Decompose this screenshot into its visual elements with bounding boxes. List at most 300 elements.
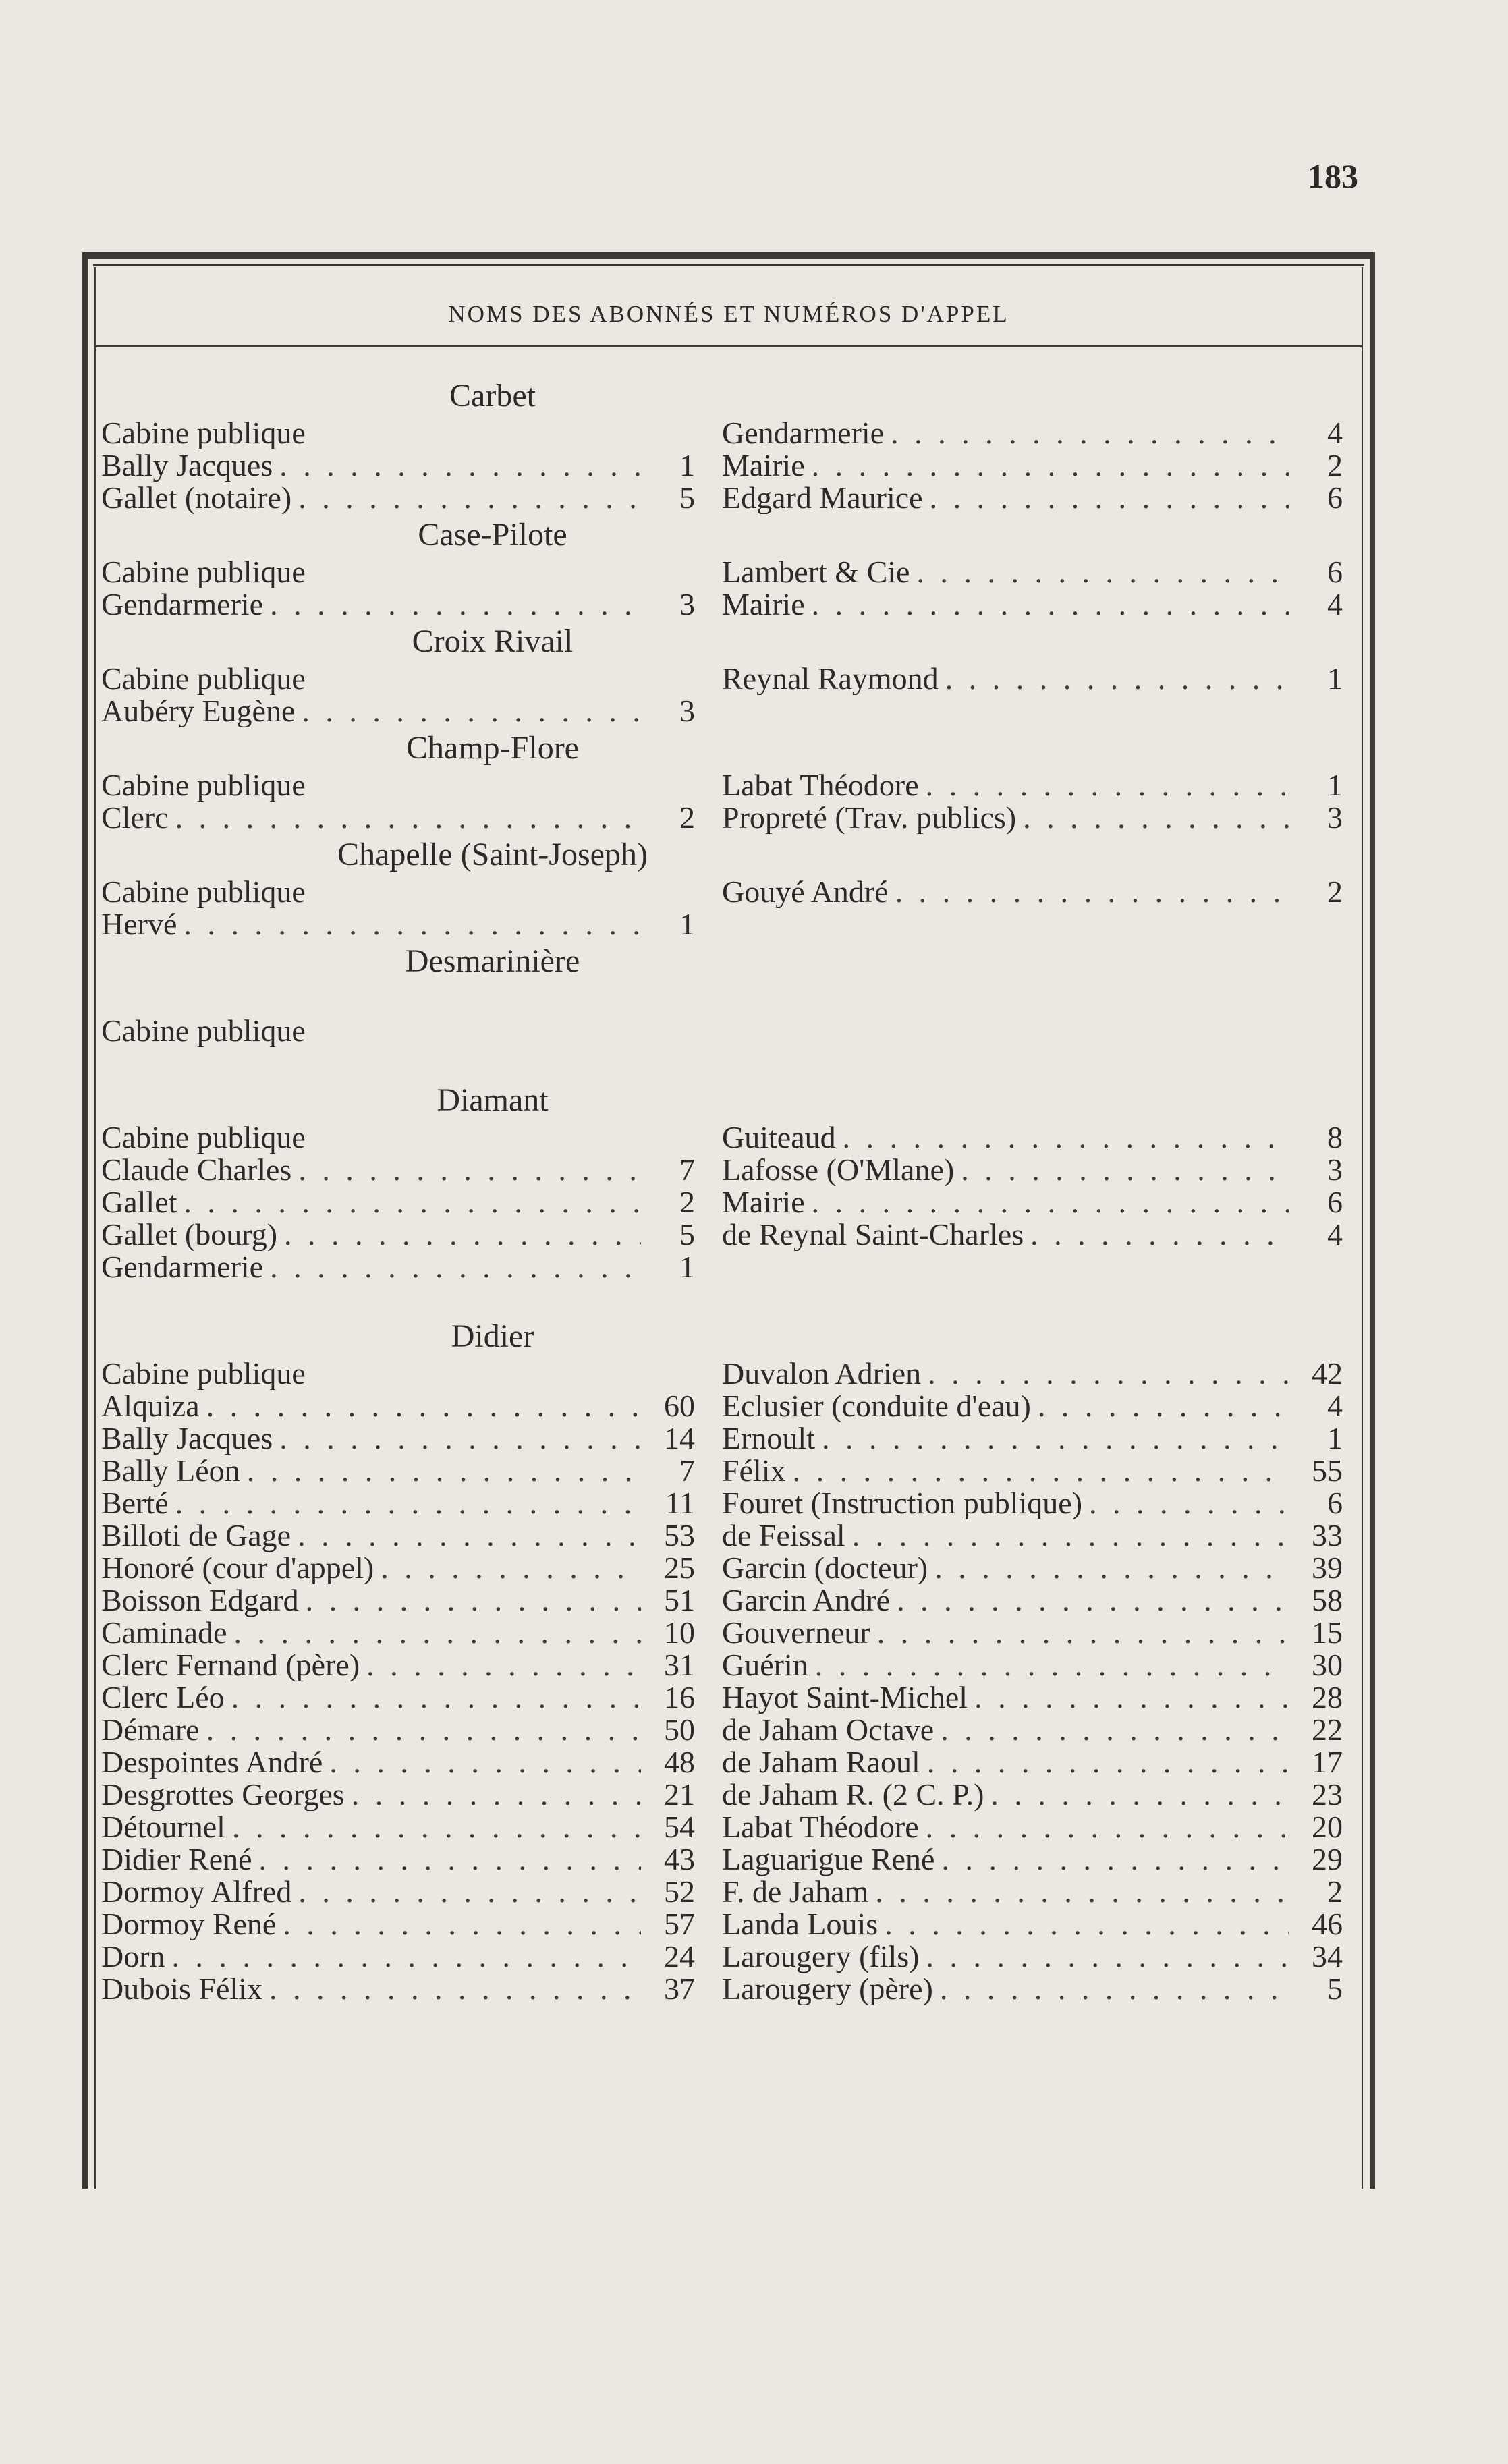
- call-number: 5: [1327, 1973, 1343, 2005]
- subscriber-name: Cabine publique: [101, 663, 306, 695]
- subscriber-entry: [722, 1121, 1343, 1154]
- subscriber-entry: [101, 1519, 695, 1552]
- subscriber-name: Félix: [722, 1455, 786, 1487]
- dot-leader: [812, 588, 1289, 621]
- subscriber-entry: [101, 1422, 695, 1455]
- subscriber-entry: [722, 1519, 1343, 1552]
- subscriber-name: Dormoy Alfred: [101, 1876, 292, 1908]
- subscriber-name: Berté: [101, 1487, 169, 1519]
- dot-leader: [381, 1552, 641, 1584]
- dot-leader: [1030, 1219, 1289, 1251]
- subscriber-entry: [101, 1940, 695, 1973]
- call-number: 1: [1327, 663, 1343, 695]
- subscriber-name: Duvalon Adrien: [722, 1357, 922, 1390]
- dot-leader: [206, 1714, 641, 1746]
- subscriber-entry: [722, 1681, 1343, 1714]
- dot-leader: [793, 1455, 1289, 1487]
- subscriber-name: Gouverneur: [722, 1617, 870, 1649]
- dot-leader: [927, 1746, 1289, 1779]
- call-number: 34: [1312, 1940, 1343, 1973]
- subscriber-entry: [101, 1357, 695, 1390]
- dot-leader: [175, 802, 641, 834]
- subscriber-entry: [722, 1876, 1343, 1908]
- subscriber-name: Gendarmerie: [101, 588, 264, 621]
- dot-leader: [329, 1746, 641, 1779]
- subscriber-entry: [101, 1455, 695, 1487]
- subscriber-entry: [101, 1681, 695, 1714]
- subscriber-name: Dubois Félix: [101, 1973, 262, 2005]
- call-number: 37: [664, 1973, 695, 2005]
- call-number: 1: [1327, 1422, 1343, 1455]
- right-column: [695, 663, 1343, 727]
- subscriber-name: de Feissal: [722, 1519, 845, 1552]
- call-number: 2: [679, 802, 695, 834]
- subscriber-name: Alquiza: [101, 1390, 200, 1422]
- subscriber-entry: [722, 1649, 1343, 1681]
- dot-leader: [961, 1154, 1289, 1186]
- call-number: 3: [1327, 1154, 1343, 1186]
- dot-leader: [885, 1908, 1289, 1940]
- subscriber-name: Eclusier (conduite d'eau): [722, 1390, 1031, 1422]
- dot-leader: [283, 1908, 641, 1940]
- dot-leader: [302, 695, 641, 727]
- subscriber-name: Gendarmerie: [722, 417, 885, 449]
- subscriber-entry: [101, 1811, 695, 1843]
- call-number: 1: [679, 1251, 695, 1283]
- locality-section: [101, 1080, 1343, 1283]
- dot-leader: [1089, 1487, 1289, 1519]
- subscriber-entry: [722, 1779, 1343, 1811]
- subscriber-entry: [722, 1219, 1343, 1251]
- subscriber-name: Edgard Maurice: [722, 482, 923, 514]
- locality-section: [101, 514, 1343, 621]
- subscriber-name: Cabine publique: [101, 556, 306, 588]
- subscriber-name: Hervé: [101, 908, 177, 941]
- subscriber-entry: [101, 1876, 695, 1908]
- header-title: NOMS DES ABONNÉS ET NUMÉROS D'APPEL: [448, 301, 1009, 327]
- subscriber-entry: [101, 1251, 695, 1283]
- subscriber-name: Reynal Raymond: [722, 663, 939, 695]
- dot-leader: [269, 1973, 641, 2005]
- dot-leader: [875, 1876, 1289, 1908]
- subscriber-entry: [722, 417, 1343, 449]
- right-column: [695, 1357, 1343, 2005]
- locality-section: [101, 727, 1343, 834]
- subscriber-entry: [101, 417, 695, 449]
- dot-leader: [232, 1811, 641, 1843]
- subscriber-name: Cabine publique: [101, 1015, 306, 1047]
- call-number: 3: [1327, 802, 1343, 834]
- subscriber-name: Desgrottes Georges: [101, 1779, 345, 1811]
- dot-leader: [259, 1843, 641, 1876]
- subscriber-entry: [722, 1487, 1343, 1519]
- dot-leader: [916, 556, 1289, 588]
- subscriber-entry: [101, 802, 695, 834]
- subscriber-name: F. de Jaham: [722, 1876, 869, 1908]
- call-number: 6: [1327, 556, 1343, 588]
- dot-leader: [1023, 802, 1289, 834]
- subscriber-name: Bally Jacques: [101, 449, 273, 482]
- call-number: 54: [664, 1811, 695, 1843]
- call-number: 15: [1312, 1617, 1343, 1649]
- left-column: [101, 1357, 695, 2005]
- call-number: 2: [1327, 449, 1343, 482]
- call-number: 22: [1312, 1714, 1343, 1746]
- call-number: 5: [679, 482, 695, 514]
- dot-leader: [206, 1390, 641, 1422]
- dot-leader: [822, 1422, 1289, 1455]
- subscriber-name: Garcin André: [722, 1584, 891, 1617]
- dot-leader: [298, 1519, 641, 1552]
- locality-title: Diamant: [437, 1082, 549, 1118]
- subscriber-entry: [722, 1617, 1343, 1649]
- subscriber-name: Despointes André: [101, 1746, 323, 1779]
- call-number: 21: [664, 1779, 695, 1811]
- subscriber-name: Landa Louis: [722, 1908, 878, 1940]
- dot-leader: [284, 1219, 641, 1251]
- left-column: [101, 1121, 695, 1283]
- subscriber-name: Guiteaud: [722, 1121, 836, 1154]
- subscriber-name: Cabine publique: [101, 1357, 306, 1390]
- call-number: 4: [1327, 1390, 1343, 1422]
- locality-section: [101, 1316, 1343, 2005]
- subscriber-entry: [722, 1908, 1343, 1940]
- subscriber-entry: [722, 1154, 1343, 1186]
- subscriber-entry: [101, 1779, 695, 1811]
- dot-leader: [812, 1186, 1289, 1219]
- subscriber-entry: [101, 1617, 695, 1649]
- column-header: [96, 273, 1362, 347]
- subscriber-name: Démare: [101, 1714, 200, 1746]
- subscriber-name: Aubéry Eugène: [101, 695, 296, 727]
- dot-leader: [1038, 1390, 1289, 1422]
- dot-leader: [279, 1422, 641, 1455]
- subscriber-name: Mairie: [722, 1186, 805, 1219]
- subscriber-entry: [722, 1940, 1343, 1973]
- left-column: [101, 556, 695, 621]
- subscriber-entry: [722, 1584, 1343, 1617]
- dot-leader: [270, 1251, 641, 1283]
- subscriber-entry: [722, 663, 1343, 695]
- subscriber-name: Cabine publique: [101, 417, 306, 449]
- dot-leader: [941, 1714, 1289, 1746]
- dot-leader: [234, 1617, 642, 1649]
- locality-title: Chapelle (Saint-Joseph): [337, 837, 648, 872]
- subscriber-name: Guérin: [722, 1649, 808, 1681]
- subscriber-entry: [101, 1649, 695, 1681]
- dot-leader: [231, 1681, 641, 1714]
- subscriber-name: Boisson Edgard: [101, 1584, 299, 1617]
- call-number: 1: [1327, 769, 1343, 802]
- dot-leader: [247, 1455, 641, 1487]
- locality-section: [101, 941, 1343, 1047]
- right-column: [695, 876, 1343, 941]
- subscriber-entry: [722, 876, 1343, 908]
- subscriber-name: Clerc: [101, 802, 169, 834]
- dot-leader: [279, 449, 641, 482]
- call-number: 5: [679, 1219, 695, 1251]
- call-number: 25: [664, 1552, 695, 1584]
- subscriber-entry: [722, 1422, 1343, 1455]
- subscriber-name: Dorn: [101, 1940, 165, 1973]
- dot-leader: [877, 1617, 1289, 1649]
- subscriber-entry: [101, 1552, 695, 1584]
- call-number: 10: [664, 1617, 695, 1649]
- dot-leader: [298, 482, 641, 514]
- subscriber-name: Claude Charles: [101, 1154, 292, 1186]
- call-number: 16: [664, 1681, 695, 1714]
- right-column: [695, 417, 1343, 514]
- subscriber-name: Billoti de Gage: [101, 1519, 291, 1552]
- locality-title: Carbet: [449, 378, 536, 414]
- dot-leader: [926, 1811, 1289, 1843]
- dot-leader: [941, 1843, 1289, 1876]
- call-number: 6: [1327, 1487, 1343, 1519]
- subscriber-name: de Reynal Saint-Charles: [722, 1219, 1024, 1251]
- call-number: 60: [664, 1390, 695, 1422]
- subscriber-entry: [101, 1746, 695, 1779]
- subscriber-entry: [722, 1552, 1343, 1584]
- subscriber-entry: [101, 982, 695, 1015]
- subscriber-name: Mairie: [722, 449, 805, 482]
- subscriber-name: Hayot Saint-Michel: [722, 1681, 968, 1714]
- subscriber-entry: [101, 1015, 695, 1047]
- subscriber-name: Labat Théodore: [722, 1811, 919, 1843]
- subscriber-entry: [101, 1186, 695, 1219]
- subscriber-entry: [101, 1714, 695, 1746]
- subscriber-entry: [101, 663, 695, 695]
- subscriber-name: Clerc Léo: [101, 1681, 225, 1714]
- subscriber-name: Cabine publique: [101, 1121, 306, 1154]
- subscriber-entry: [722, 802, 1343, 834]
- locality-title: Desmarinière: [405, 943, 580, 979]
- dot-leader: [184, 908, 641, 941]
- subscriber-entry: [722, 1357, 1343, 1390]
- subscriber-entry: [101, 1908, 695, 1940]
- locality-title: Didier: [451, 1318, 534, 1354]
- call-number: 46: [1312, 1908, 1343, 1940]
- dot-leader: [298, 1154, 641, 1186]
- call-number: 50: [664, 1714, 695, 1746]
- subscriber-entry: [101, 449, 695, 482]
- subscriber-name: Gallet: [101, 1186, 177, 1219]
- subscriber-entry: [722, 449, 1343, 482]
- subscriber-name: Bally Jacques: [101, 1422, 273, 1455]
- subscriber-name: Labat Théodore: [722, 769, 919, 802]
- locality-section: [101, 621, 1343, 727]
- subscriber-entry: [101, 1154, 695, 1186]
- locality-title: Champ-Flore: [406, 730, 579, 766]
- call-number: 8: [1327, 1121, 1343, 1154]
- subscriber-entry: [722, 1746, 1343, 1779]
- subscriber-entry: [101, 1390, 695, 1422]
- right-column: [695, 556, 1343, 621]
- locality-section: [101, 375, 1343, 514]
- dot-leader: [812, 449, 1289, 482]
- dot-leader: [926, 1940, 1289, 1973]
- subscriber-entry: [101, 695, 695, 727]
- subscriber-entry: [101, 769, 695, 802]
- dot-leader: [974, 1681, 1289, 1714]
- subscriber-entry: [101, 588, 695, 621]
- call-number: 57: [664, 1908, 695, 1940]
- call-number: 4: [1327, 588, 1343, 621]
- subscriber-entry: [722, 769, 1343, 802]
- call-number: 30: [1312, 1649, 1343, 1681]
- call-number: 31: [664, 1649, 695, 1681]
- subscriber-entry: [101, 1121, 695, 1154]
- call-number: 3: [679, 588, 695, 621]
- subscriber-name: Cabine publique: [101, 876, 306, 908]
- call-number: 28: [1312, 1681, 1343, 1714]
- locality-section: [101, 834, 1343, 941]
- dot-leader: [270, 588, 641, 621]
- subscriber-name: de Jaham R. (2 C. P.): [722, 1779, 984, 1811]
- dot-leader: [930, 482, 1289, 514]
- right-column: [695, 982, 1343, 1047]
- dot-leader: [895, 876, 1289, 908]
- subscriber-name: Gendarmerie: [101, 1251, 264, 1283]
- dot-leader: [298, 1876, 641, 1908]
- subscriber-name: Lambert & Cie: [722, 556, 910, 588]
- dot-leader: [815, 1649, 1289, 1681]
- call-number: 11: [665, 1487, 695, 1519]
- subscriber-name: Propreté (Trav. publics): [722, 802, 1017, 834]
- page-number: 183: [1308, 157, 1358, 195]
- subscriber-entry: [101, 1487, 695, 1519]
- dot-leader: [306, 1584, 641, 1617]
- call-number: 2: [1327, 1876, 1343, 1908]
- subscriber-entry: [722, 1455, 1343, 1487]
- call-number: 2: [679, 1186, 695, 1219]
- call-number: 53: [664, 1519, 695, 1552]
- subscriber-name: Gallet (notaire): [101, 482, 292, 514]
- dot-leader: [990, 1779, 1289, 1811]
- call-number: 14: [664, 1422, 695, 1455]
- call-number: 43: [664, 1843, 695, 1876]
- dot-leader: [852, 1519, 1289, 1552]
- subscriber-name: Mairie: [722, 588, 805, 621]
- subscriber-name: Détournel: [101, 1811, 225, 1843]
- call-number: 7: [679, 1154, 695, 1186]
- call-number: 3: [679, 695, 695, 727]
- subscriber-name: Ernoult: [722, 1422, 815, 1455]
- right-column: [695, 1121, 1343, 1283]
- call-number: 6: [1327, 1186, 1343, 1219]
- call-number: 51: [664, 1584, 695, 1617]
- left-column: [101, 417, 695, 514]
- dot-leader: [897, 1584, 1289, 1617]
- subscriber-name: de Jaham Octave: [722, 1714, 934, 1746]
- left-column: [101, 663, 695, 727]
- subscriber-entry: [722, 1973, 1343, 2005]
- call-number: 17: [1312, 1746, 1343, 1779]
- dot-leader: [934, 1552, 1289, 1584]
- subscriber-name: Lafosse (O'Mlane): [722, 1154, 955, 1186]
- subscriber-name: Caminade: [101, 1617, 227, 1649]
- subscriber-name: Honoré (cour d'appel): [101, 1552, 374, 1584]
- call-number: 33: [1312, 1519, 1343, 1552]
- subscriber-name: Cabine publique: [101, 769, 306, 802]
- subscriber-name: Gouyé André: [722, 876, 889, 908]
- subscriber-name: Larougery (père): [722, 1973, 933, 2005]
- call-number: 23: [1312, 1779, 1343, 1811]
- call-number: 58: [1312, 1584, 1343, 1617]
- subscriber-entry: [722, 1714, 1343, 1746]
- dot-leader: [366, 1649, 641, 1681]
- dot-leader: [175, 1487, 641, 1519]
- subscriber-name: de Jaham Raoul: [722, 1746, 920, 1779]
- locality-title: Croix Rivail: [412, 623, 574, 659]
- dot-leader: [928, 1357, 1289, 1390]
- call-number: 48: [664, 1746, 695, 1779]
- dot-leader: [926, 769, 1289, 802]
- subscriber-entry: [101, 556, 695, 588]
- call-number: 39: [1312, 1552, 1343, 1584]
- call-number: 4: [1327, 417, 1343, 449]
- dot-leader: [891, 417, 1289, 449]
- dot-leader: [184, 1186, 641, 1219]
- subscriber-name: Bally Léon: [101, 1455, 240, 1487]
- subscriber-entry: [722, 1843, 1343, 1876]
- subscriber-name: Larougery (fils): [722, 1940, 920, 1973]
- call-number: 4: [1327, 1219, 1343, 1251]
- dot-leader: [352, 1779, 641, 1811]
- call-number: 52: [664, 1876, 695, 1908]
- dot-leader: [843, 1121, 1289, 1154]
- subscriber-entry: [722, 1186, 1343, 1219]
- subscriber-entry: [101, 1843, 695, 1876]
- subscriber-entry: [101, 1219, 695, 1251]
- locality-title: Case-Pilote: [418, 517, 567, 553]
- subscriber-entry: [722, 1390, 1343, 1422]
- subscriber-entry: [101, 1584, 695, 1617]
- subscriber-entry: [722, 556, 1343, 588]
- call-number: 7: [679, 1455, 695, 1487]
- call-number: 1: [679, 449, 695, 482]
- dot-leader: [172, 1940, 641, 1973]
- dot-leader: [945, 663, 1289, 695]
- subscriber-name: Didier René: [101, 1843, 252, 1876]
- subscriber-entry: [101, 908, 695, 941]
- subscriber-entry: [722, 482, 1343, 514]
- call-number: 29: [1312, 1843, 1343, 1876]
- subscriber-name: Fouret (Instruction publique): [722, 1487, 1083, 1519]
- subscriber-name: Clerc Fernand (père): [101, 1649, 360, 1681]
- call-number: 2: [1327, 876, 1343, 908]
- left-column: [101, 982, 695, 1047]
- directory-listing: [101, 375, 1343, 2005]
- subscriber-name: Garcin (docteur): [722, 1552, 928, 1584]
- call-number: 1: [679, 908, 695, 941]
- subscriber-entry: [722, 1811, 1343, 1843]
- left-column: [101, 769, 695, 834]
- right-column: [695, 769, 1343, 834]
- call-number: 6: [1327, 482, 1343, 514]
- call-number: 20: [1312, 1811, 1343, 1843]
- subscriber-entry: [101, 482, 695, 514]
- dot-leader: [940, 1973, 1289, 2005]
- subscriber-entry: [101, 876, 695, 908]
- subscriber-entry: [722, 588, 1343, 621]
- subscriber-name: Gallet (bourg): [101, 1219, 278, 1251]
- subscriber-entry: [101, 1973, 695, 2005]
- subscriber-name: Laguarigue René: [722, 1843, 935, 1876]
- call-number: 42: [1312, 1357, 1343, 1390]
- call-number: 55: [1312, 1455, 1343, 1487]
- left-column: [101, 876, 695, 941]
- subscriber-name: Dormoy René: [101, 1908, 277, 1940]
